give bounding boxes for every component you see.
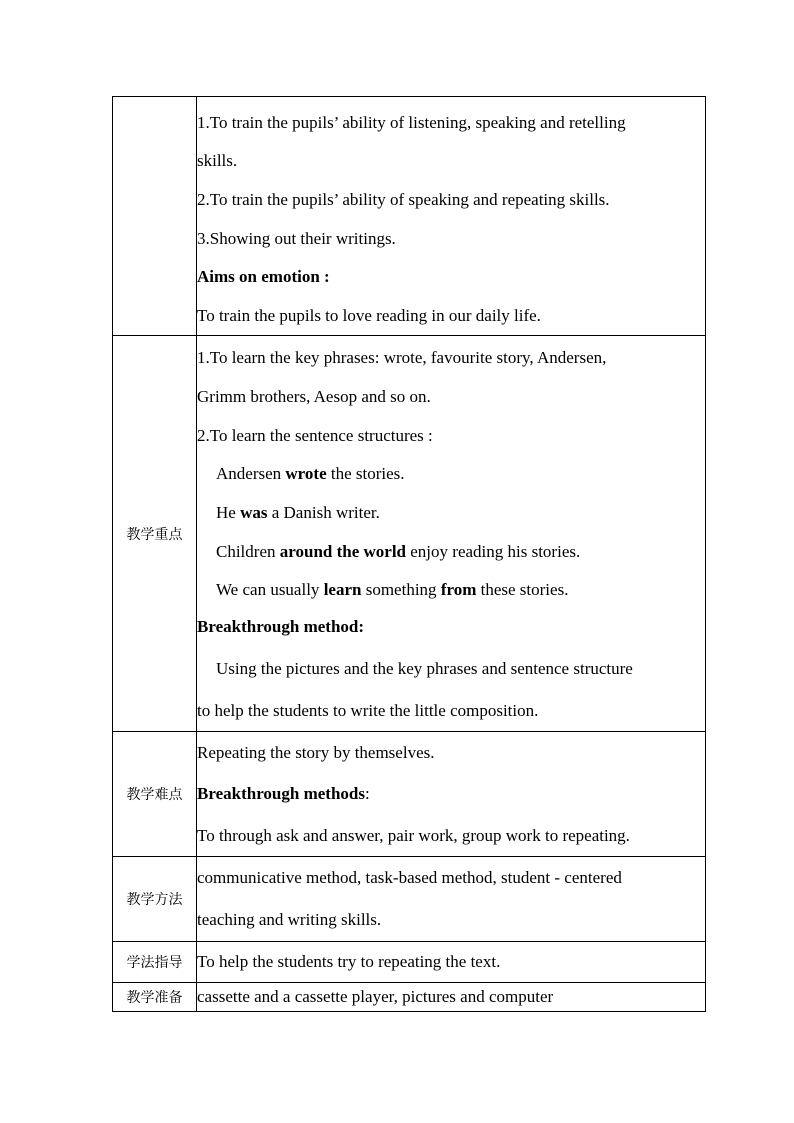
sentence-text: We can usually — [216, 579, 324, 599]
table-row — [113, 857, 706, 942]
table-row — [113, 942, 706, 983]
row-content — [197, 732, 706, 857]
table-row — [113, 732, 706, 857]
row-content — [197, 336, 706, 732]
row-content — [197, 857, 706, 942]
text-line: To train the pupils to love reading in our daily life. — [197, 306, 541, 325]
text-line: 2.To learn the sentence structures : — [197, 425, 433, 445]
row-label: 教学准备 — [113, 983, 197, 1012]
sentence-text: a Danish writer. — [267, 502, 380, 522]
sentence-text: He — [216, 502, 241, 522]
sentence-text: these stories. — [476, 579, 569, 599]
row-label: 教学难点 — [113, 732, 197, 857]
text-line: teaching and writing skills. — [197, 910, 382, 929]
text-line: To through ask and answer, pair work, group work to repeating. — [197, 826, 630, 845]
table-row — [113, 983, 706, 1012]
text-line: skills. — [197, 151, 238, 170]
sentence-line — [197, 532, 705, 571]
text-line: 3.Showing out their writings. — [197, 229, 396, 248]
sentence-line — [197, 455, 705, 493]
sentence-line — [197, 571, 705, 609]
sentence-text: something — [361, 579, 441, 599]
section-heading: Breakthrough methods — [197, 784, 365, 803]
text-line: Repeating the story by themselves. — [197, 743, 435, 762]
sentence-text: enjoy reading his stories. — [406, 541, 581, 561]
text-line: To help the students try to repeating the text. — [197, 952, 501, 971]
text-line: communicative method, task-based method, student - centered — [197, 868, 622, 887]
table-row — [113, 97, 706, 336]
text-line: 1.To train the pupils’ ability of listening, speaking and retelling — [197, 113, 626, 132]
section-heading: Breakthrough method: — [197, 616, 365, 636]
sentence-keyword: around the world — [279, 541, 407, 561]
table-row — [113, 336, 706, 732]
row-label: 教学方法 — [113, 857, 197, 942]
sentence-keyword: learn — [323, 579, 362, 599]
sentence-line — [197, 493, 705, 532]
sentence-text: the stories. — [326, 463, 405, 483]
sentence-keyword: wrote — [285, 463, 327, 483]
text-line: Using the pictures and the key phrases and sentence structure — [216, 658, 633, 678]
row-label: 学法指导 — [113, 942, 197, 983]
row-content — [197, 983, 706, 1012]
lesson-plan-table — [112, 96, 706, 1012]
text-line: to help the students to write the little composition. — [197, 700, 539, 720]
text-line: Grimm brothers, Aesop and so on. — [197, 386, 431, 406]
sentence-keyword: from — [440, 579, 477, 599]
row-content — [197, 97, 706, 336]
sentence-text: Andersen — [216, 463, 286, 483]
row-label — [113, 97, 197, 336]
sentence-keyword: was — [240, 502, 268, 522]
heading-colon: : — [364, 784, 370, 803]
text-line: 2.To train the pupils’ ability of speaking and repeating skills. — [197, 190, 610, 209]
section-heading: Aims on emotion : — [197, 267, 330, 286]
text-line: cassette and a cassette player, pictures and computer — [197, 987, 554, 1006]
text-line — [197, 773, 705, 815]
row-label: 教学重点 — [113, 336, 197, 732]
sentence-text: Children — [216, 541, 280, 561]
row-content — [197, 942, 706, 983]
text-line: 1.To learn the key phrases: wrote, favourite story, Andersen, — [197, 347, 607, 367]
